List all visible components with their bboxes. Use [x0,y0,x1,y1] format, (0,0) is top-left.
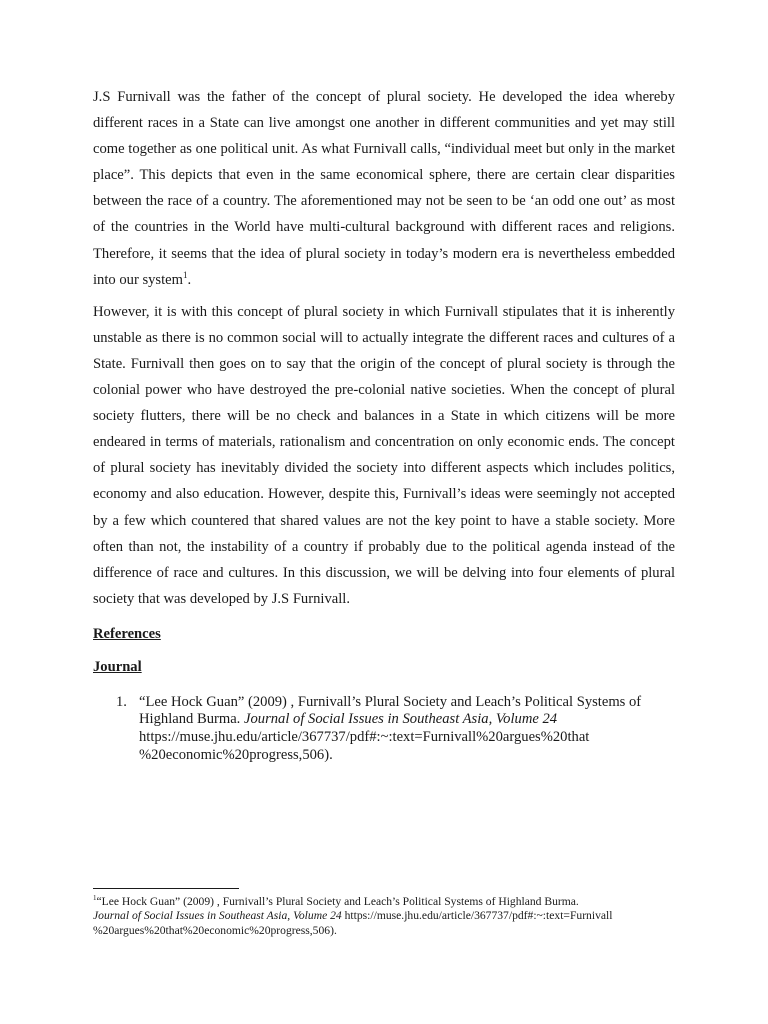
footnote-number: 1 [93,894,97,903]
footnote-separator [93,888,239,889]
paragraph-1-text: J.S Furnivall was the father of the concept of plural society. He developed the idea whereby different races in a State can live amongst one another in different communities and yet may still come together as one political unit. As what Furnivall calls, “individual meet but only in the market place”. This depicts that even in the same economical sphere, there are certain clear disparities between the race of a country. The aforementioned may not be seen to be ‘an odd one out’ as most of the countries in the World have multi-cultural background with different races and religions. Therefore, it seems that the idea of plural society in today’s modern era is nevertheless embedded into our system [93,89,675,288]
body-paragraph-2: However, it is with this concept of plural society in which Furnivall stipulates that it is inherently unstable as there is no common social will to actually integrate the different races and cultures of a State. Furnivall then goes on to say that the origin of the concept of plural society is through the colonial power who have destroyed the pre-colonial native societies. When the concept of plural society flutters, there will be no check and balances in a State in which citizens will be more endeared in terms of materials, rationalism and concentration on only economic ends. The concept of plural society has inevitably divided the society into different aspects which includes politics, economy and also education. However, despite this, Furnivall’s ideas were seemingly not accepted by a few which countered that shared values are not the key point to have a stable society. More often than not, the instability of a country if probably due to the political agenda instead of the difference of race and cultures. In this discussion, we will be delving into four elements of plural society that was developed by J.S Furnivall. [93,303,675,607]
reference-journal: Journal of Social Issues in Southeast Asia, Volume 24 [244,711,558,728]
references-heading: References [93,625,161,642]
footnote-url[interactable]: https://muse.jhu.edu/article/367737/pdf#:~:text=Furnivall %20argues%20that%20economic%20progress,506). [93,909,613,937]
document-page [93,84,675,764]
reference-list [93,694,675,764]
footnote-section [93,888,675,938]
reference-citation: “Lee Hock Guan” (2009) , Furnivall’s Plural Society and Leach’s Political Systems of Highland Burma. [139,693,642,728]
footnote-1 [93,895,675,938]
footnote-marker[interactable]: 1 [183,269,188,280]
footnote-journal: Journal of Social Issues in Southeast Asia, Volume 24 [93,909,342,923]
reference-item [93,694,675,764]
reference-body [139,694,675,764]
journal-heading: Journal [93,658,142,675]
footnote-citation: “Lee Hock Guan” (2009) , Furnivall’s Plural Society and Leach’s Political Systems of Highland Burma. [96,895,579,908]
body-paragraph-1 [93,84,675,293]
reference-url[interactable]: https://muse.jhu.edu/article/367737/pdf#:~:text=Furnivall%20argues%20that %20economic%20progress,506). [139,729,590,763]
paragraph-1-end: . [187,271,192,288]
reference-number: 1. [116,693,127,710]
